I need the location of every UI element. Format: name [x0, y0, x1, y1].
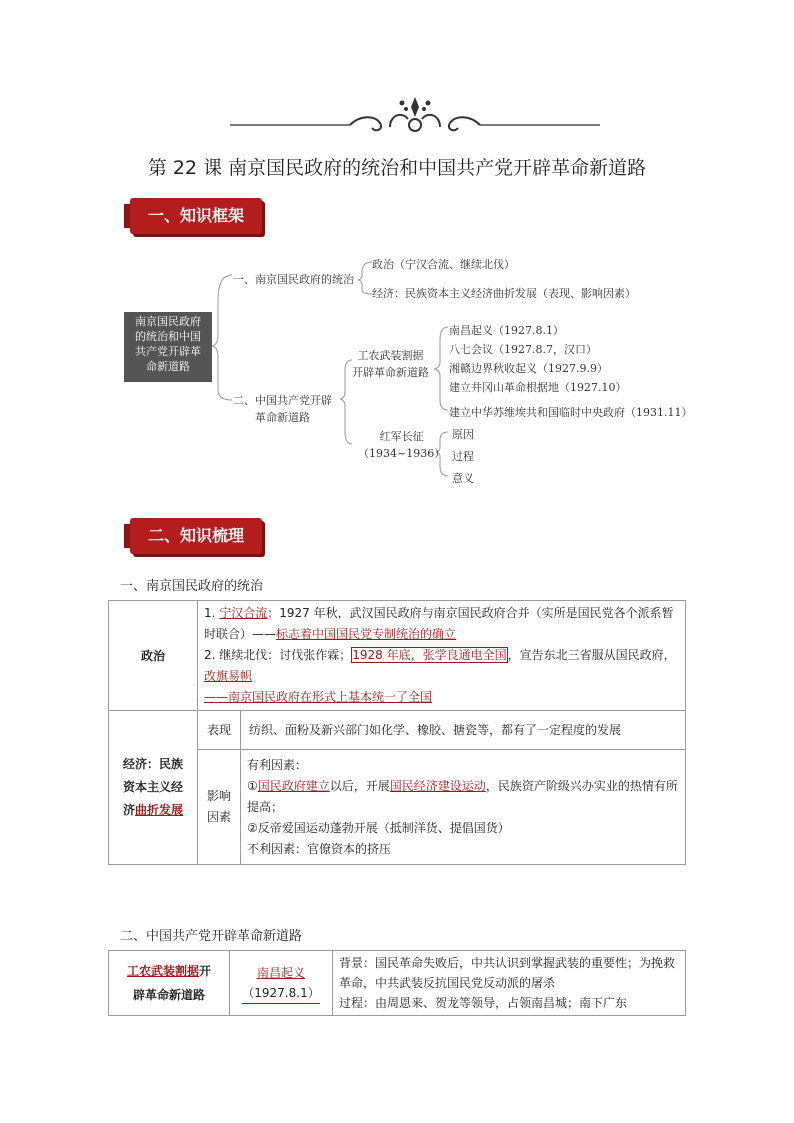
mindmap-braces — [0, 0, 794, 500]
list-item: 意义 — [452, 472, 474, 485]
section-banner-framework: 一、知识框架 — [130, 198, 262, 234]
nanchang-uprising-cell: 南昌起义 （1927.8.1） — [230, 951, 333, 1016]
nanchang-uprising-content: 背景：国民革命失败后，中共认识到掌握武装的重要性；为挽救革命，中共武装反抗国民党反动派的屠杀 过程：由周恩来、贺龙等领导，占领南昌城；南下广东 — [333, 951, 686, 1016]
politics-label: 政治 — [109, 601, 198, 711]
knowledge-table-2 — [108, 950, 686, 1016]
list-item: 八七会议（1927.8.7，汉口） — [449, 343, 597, 356]
list-item: 建立中华苏维埃共和国临时中央政府（1931.11） — [449, 406, 693, 419]
table-row — [109, 951, 686, 1016]
table-row — [109, 601, 686, 711]
list-item: 建立井冈山革命根据地（1927.10） — [449, 381, 627, 394]
mindmap-branch-2: 二、中国共产党开辟 革命新道路 — [233, 394, 332, 424]
factors-content: 有利因素： ①国民政府建立以后，开展国民经济建设运动，民族资产阶级兴办实业的热情有所提高； ②反帝爱国运动蓬勃开展（抵制洋货、提倡国货） 不利因素：官僚资本的挤压 — [241, 750, 686, 865]
mindmap-long-march-items — [452, 424, 474, 490]
list-item: 原因 — [452, 428, 474, 441]
mindmap-branch-1: 一、南京国民政府的统治 — [233, 273, 354, 286]
mindmap-root: 南京国民政府 的统治和中国 共产党开辟革 命新道路 — [124, 312, 212, 382]
politics-content: 1. 宁汉合流：1927 年秋，武汉国民政府与南京国民政府合并（实所是国民党各个派系暂时联合）——标志着中国国民党专制统治的确立 2. 继续北伐：讨伐张作霖；1928 年底，张学良通电全国，宣告东北三省服从国民政府，改旗易帜 ——南京国民政府在形式上基本统一了全国 — [198, 601, 686, 711]
factors-label: 影响 因素 — [198, 750, 241, 865]
mindmap-politics: 政治（宁汉合流、继续北伐） — [372, 258, 515, 271]
section-heading-1: 一、南京国民政府的统治 — [120, 579, 264, 594]
list-item: 湘赣边界秋收起义（1927.9.9） — [449, 362, 608, 375]
performance-label: 表现 — [198, 711, 241, 750]
mindmap-economy: 经济：民族资本主义经济曲折发展（表现、影响因素） — [372, 287, 636, 300]
list-item: 过程 — [452, 450, 474, 463]
table-row — [109, 711, 686, 750]
mindmap-armed-separatism: 工农武装割据 开辟革命新道路 — [352, 349, 429, 379]
page-title: 第 22 课 南京国民政府的统治和中国共产党开辟革命新道路 — [147, 157, 647, 179]
performance-content: 纺织、面粉及新兴部门如化学、橡胶、搪瓷等，都有了一定程度的发展 — [241, 711, 686, 750]
list-item: 南昌起义（1927.8.1） — [449, 324, 564, 337]
economy-label: 经济：民族 资本主义经 济曲折发展 — [109, 711, 198, 865]
knowledge-table-1 — [108, 600, 686, 865]
armed-separatism-label: 工农武装割据开 辟革命新道路 — [109, 951, 230, 1016]
section-heading-2: 二、中国共产党开辟革命新道路 — [120, 929, 303, 944]
mindmap-long-march: 红军长征 （1934~1936） — [358, 430, 446, 460]
mindmap-armed-items — [449, 321, 693, 422]
section-banner-review: 二、知识梳理 — [130, 518, 262, 554]
